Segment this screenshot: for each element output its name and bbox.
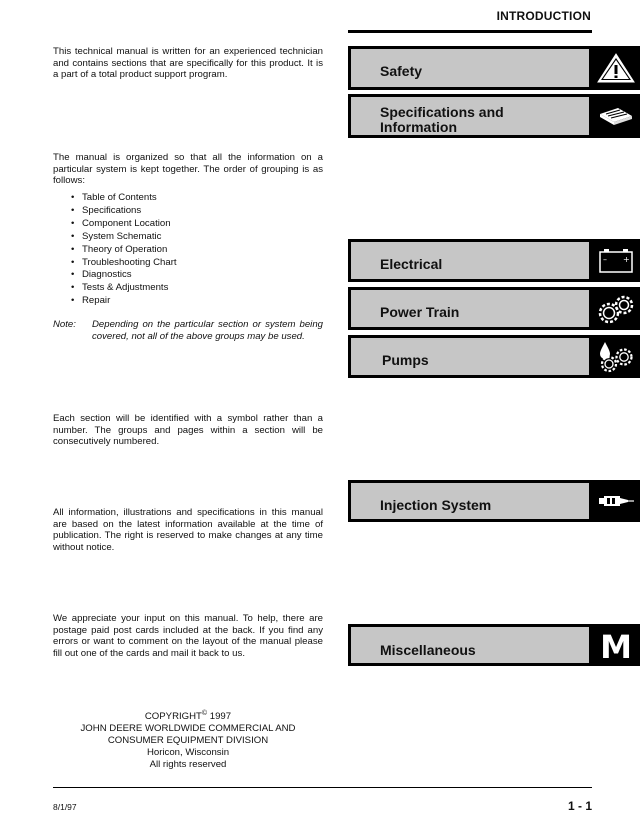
section-tab-electrical[interactable] <box>348 239 640 282</box>
list-item: • Tests & Adjustments <box>71 282 177 295</box>
section-label: Pumps <box>382 352 429 368</box>
footer-date: 8/1/97 <box>53 802 77 812</box>
svg-text:M: M <box>600 629 632 661</box>
section-label-box <box>351 242 589 279</box>
section-label: Miscellaneous <box>380 642 476 658</box>
section-tab-miscellaneous[interactable] <box>348 624 640 666</box>
letter-m-icon <box>596 629 636 661</box>
section-label-line2: Information <box>380 119 457 135</box>
intro-paragraph: This technical manual is written for an experienced technician and contains sections that are specifically for this product. It is a part of a total product support program. <box>53 46 323 81</box>
copyright-division: CONSUMER EQUIPMENT DIVISION <box>107 735 269 747</box>
grouping-list <box>71 192 177 308</box>
feedback-paragraph: We appreciate your input on this manual. To help, there are postage paid post cards included at the back. If you find any errors or want to comment on the layout of the manual please fill out one of the cards and mail it back to us. <box>53 613 323 659</box>
section-label: Safety <box>380 63 423 79</box>
list-item: • Specifications <box>71 205 177 218</box>
section-label-box <box>351 627 589 663</box>
warning-triangle-icon <box>596 52 636 84</box>
list-item: • System Schematic <box>71 231 177 244</box>
note-text: Depending on the particular section or system being covered, not all of the above groups may be used. <box>92 319 323 342</box>
list-item: • Diagnostics <box>71 269 177 282</box>
section-tab-specifications[interactable] <box>348 94 640 138</box>
section-label-box <box>351 483 589 519</box>
svg-text:+: + <box>623 254 630 264</box>
section-tab-pumps[interactable] <box>348 335 640 378</box>
section-label: Specifications and <box>380 104 504 120</box>
section-tab-injection-system[interactable] <box>348 480 640 522</box>
injector-icon <box>596 485 636 517</box>
manual-book-icon <box>596 100 636 132</box>
svg-text:–: – <box>603 254 607 264</box>
note-label: Note: <box>53 319 76 330</box>
section-tab-safety[interactable] <box>348 46 640 90</box>
section-label: Power Train <box>380 304 460 320</box>
disclaimer-paragraph: All information, illustrations and specifications in this manual are based on the latest information available at the time of publication. The right is reserved to make changes at any time without notice. <box>53 507 323 553</box>
copyright-label: COPYRIGHT <box>144 711 202 723</box>
list-item: • Component Location <box>71 218 177 231</box>
section-tab-power-train[interactable] <box>348 287 640 330</box>
copyright-year: 1997 <box>207 711 232 723</box>
symbol-paragraph: Each section will be identified with a symbol rather than a number. The groups and pages within a section will be consecutively numbered. <box>53 413 323 448</box>
list-item: • Table of Contents <box>71 192 177 205</box>
drop-gears-icon <box>596 341 636 373</box>
battery-icon <box>596 245 636 277</box>
organization-paragraph: The manual is organized so that all the information on a particular system is kept together. The order of grouping is as follows: <box>53 152 323 187</box>
gears-icon <box>596 293 636 325</box>
list-item: • Troubleshooting Chart <box>71 257 177 270</box>
section-label-box <box>351 97 589 135</box>
copyright-block <box>53 708 323 771</box>
header-rule <box>348 30 592 33</box>
copyright-symbol: © <box>201 710 208 717</box>
copyright-company: JOHN DEERE WORLDWIDE COMMERCIAL AND <box>80 723 296 735</box>
section-label: Electrical <box>380 256 443 272</box>
copyright-location: Horicon, Wisconsin <box>146 747 230 759</box>
page-number: 1 - 1 <box>567 799 592 813</box>
section-label-box <box>351 49 589 87</box>
section-label: Injection System <box>380 497 492 513</box>
list-item: • Repair <box>71 295 177 308</box>
section-label-box <box>351 338 589 375</box>
section-label-box <box>351 290 589 327</box>
copyright-rights: All rights reserved <box>149 759 227 771</box>
list-item: • Theory of Operation <box>71 244 177 257</box>
page-header-title: INTRODUCTION <box>496 9 591 23</box>
footer-rule <box>53 787 592 788</box>
